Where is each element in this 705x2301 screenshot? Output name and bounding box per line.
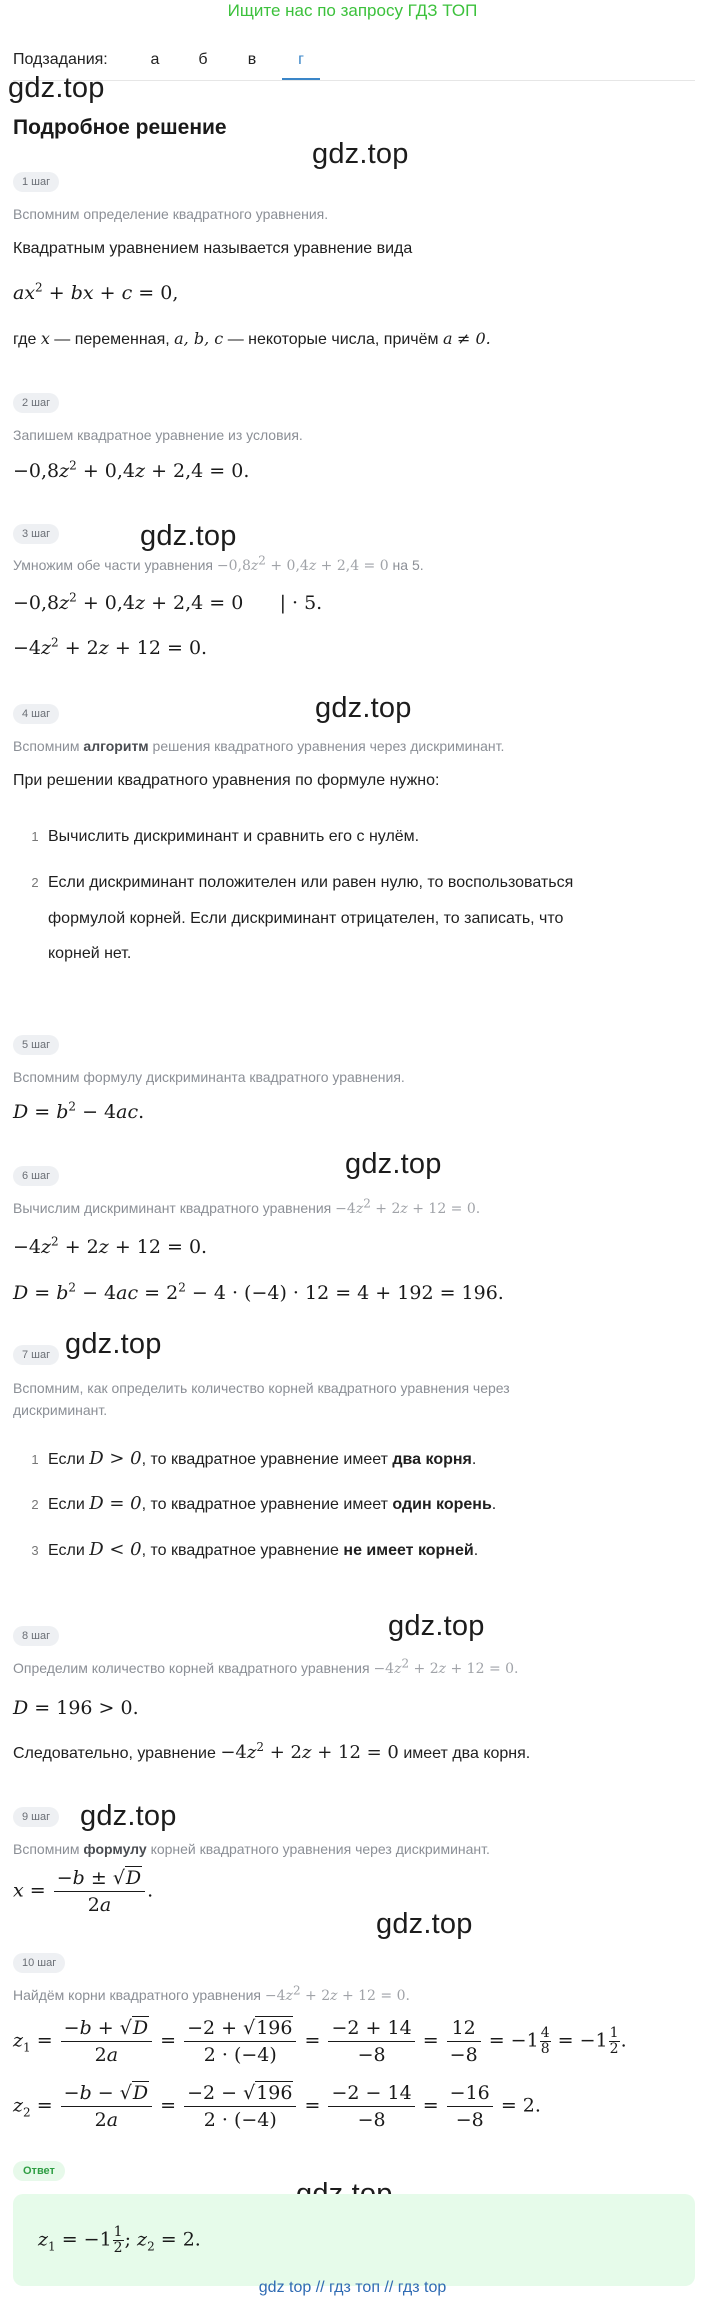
footer-links[interactable]: gdz top // гдз топ // гдз top xyxy=(258,2279,447,2296)
tab-v[interactable]: в xyxy=(247,51,257,68)
definition-where: где x — переменная, a, b, c — некоторые числа, причём a ≠ 0. xyxy=(13,329,491,348)
list-item: Вычислить дискриминант и сравнить его с нулём. xyxy=(48,828,420,845)
list-item: формулой корней. Если дискриминант отрицателен, то записать, что xyxy=(48,910,564,927)
tabs-divider xyxy=(13,80,695,81)
watermark: gdz.top xyxy=(345,1148,442,1180)
step-intro: Вычислим дискриминант квадратного уравнения $-4z^2 + 2z + 12 = 0$. xyxy=(13,1196,481,1217)
general-equation: $ax^2$ + bx + c = 0, xyxy=(13,280,179,304)
list-number: 3 xyxy=(31,1543,39,1558)
page-title: Подробное решение xyxy=(13,116,227,139)
step-badge: 4 шаг xyxy=(13,704,59,724)
step-badge: 2 шаг xyxy=(13,393,59,413)
answer-value: $z_1 = -1$ $\frac{1}{2}$ ; $z_2 = 2$. xyxy=(38,2224,201,2256)
discriminant-calc: $D = b^2 - 4ac = 2^2 - 4 \cdot (-4) \cdot 12 = 4 + 192 = 196$. xyxy=(13,1280,504,1304)
multiply-equation: $-0,8z^2 + 0,4z + 2,4 = 0$ | · 5. xyxy=(13,590,323,614)
watermark: gdz.top xyxy=(140,520,237,552)
watermark: gdz.top xyxy=(388,1610,485,1642)
step-intro: Найдём корни квадратного уравнения $-4z^2 + 2z + 12 = 0$. xyxy=(13,1983,410,2004)
equation: $-4z^2 + 2z + 12 = 0$. xyxy=(13,1234,208,1258)
simplified-equation: $-4z^2 + 2z + 12 = 0$. xyxy=(13,635,208,659)
step-intro: дискриминант. xyxy=(13,1402,108,1418)
watermark: gdz.top xyxy=(65,1328,162,1360)
active-tab-indicator xyxy=(282,78,320,80)
list-item: корней нет. xyxy=(48,945,132,962)
tab-a[interactable]: а xyxy=(150,51,160,68)
watermark: gdz.top xyxy=(312,138,409,170)
search-hint-link[interactable]: Ищите нас по запросу ГДЗ ТОП xyxy=(227,1,478,20)
list-item: Если дискриминант положителен или равен нулю, то воспользоваться xyxy=(48,874,574,891)
definition-text: Квадратным уравнением называется уравнение вида xyxy=(13,240,413,257)
discriminant-value: D = 196 > 0. xyxy=(13,1697,139,1719)
root-z1: $z_1$ = $\frac{-b + √D}{2a}$ = $\frac{-2 + √196}{2 \cdot (-4)}$ = $\frac{-2 + 14}{-8}$ = $\frac{12}{-8}$ = −1 $\frac{4}{8}$ = −1 $\frac{1}{2}$ . xyxy=(13,2017,627,2066)
step-intro: Вспомним алгоритм решения квадратного уравнения через дискриминант. xyxy=(13,738,505,754)
step-badge: 7 шаг xyxy=(13,1345,59,1365)
list-number: 2 xyxy=(31,1497,39,1512)
list-number: 1 xyxy=(31,1452,39,1467)
step-intro: Вспомним формулу корней квадратного уравнения через дискриминант. xyxy=(13,1841,490,1857)
root-z2: $z_2$ = $\frac{-b - √D}{2a}$ = $\frac{-2 - √196}{2 \cdot (-4)}$ = $\frac{-2 - 14}{-8}$ = $\frac{-16}{-8}$ = 2. xyxy=(13,2082,541,2131)
list-item: Если D > 0, то квадратное уравнение имеет два корня. xyxy=(48,1448,477,1469)
step-intro: Вспомним определение квадратного уравнения. xyxy=(13,206,329,222)
answer-badge: Ответ xyxy=(13,2161,65,2181)
step-intro: Вспомним формулу дискриминанта квадратного уравнения. xyxy=(13,1069,405,1085)
step-badge: 9 шаг xyxy=(13,1807,59,1827)
list-item: Если D < 0, то квадратное уравнение не имеет корней. xyxy=(48,1539,479,1560)
watermark: gdz.top xyxy=(8,72,105,104)
step-badge: 6 шаг xyxy=(13,1166,59,1186)
watermark: gdz.top xyxy=(376,1908,473,1940)
step-intro: Запишем квадратное уравнение из условия. xyxy=(13,427,303,443)
step-intro: Вспомним, как определить количество корней квадратного уравнения через xyxy=(13,1380,510,1396)
step-intro: Определим количество корней квадратного уравнения $-4z^2 + 2z + 12 = 0$. xyxy=(13,1656,519,1677)
step-badge: 10 шаг xyxy=(13,1953,65,1973)
tab-b[interactable]: б xyxy=(198,51,208,68)
watermark: gdz.top xyxy=(315,692,412,724)
step-badge: 5 шаг xyxy=(13,1035,59,1055)
roots-formula: x = $\frac{-b \pm √D}{2a}$ . xyxy=(13,1867,154,1916)
step-badge: 3 шаг xyxy=(13,524,59,544)
list-number: 2 xyxy=(31,875,39,890)
step-badge: 8 шаг xyxy=(13,1626,59,1646)
list-number: 1 xyxy=(31,829,39,844)
algorithm-lead: При решении квадратного уравнения по формуле нужно: xyxy=(13,772,440,789)
watermark: gdz.top xyxy=(80,1800,177,1832)
subtasks-label: Подзадания: xyxy=(13,51,108,68)
tab-g[interactable]: г xyxy=(298,51,304,68)
step-intro: Умножим обе части уравнения $-0,8z^2 + 0,4z + 2,4 = 0$ на 5. xyxy=(13,553,424,574)
discriminant-formula: $D = b^2 - 4ac$. xyxy=(13,1099,145,1123)
given-equation: $-0,8z^2 + 0,4z + 2,4 = 0$. xyxy=(13,458,250,482)
list-item: Если D = 0, то квадратное уравнение имеет один корень. xyxy=(48,1493,497,1514)
conclusion: Следовательно, уравнение $-4z^2 + 2z + 12 = 0$ имеет два корня. xyxy=(13,1740,531,1763)
step-badge: 1 шаг xyxy=(13,172,59,192)
